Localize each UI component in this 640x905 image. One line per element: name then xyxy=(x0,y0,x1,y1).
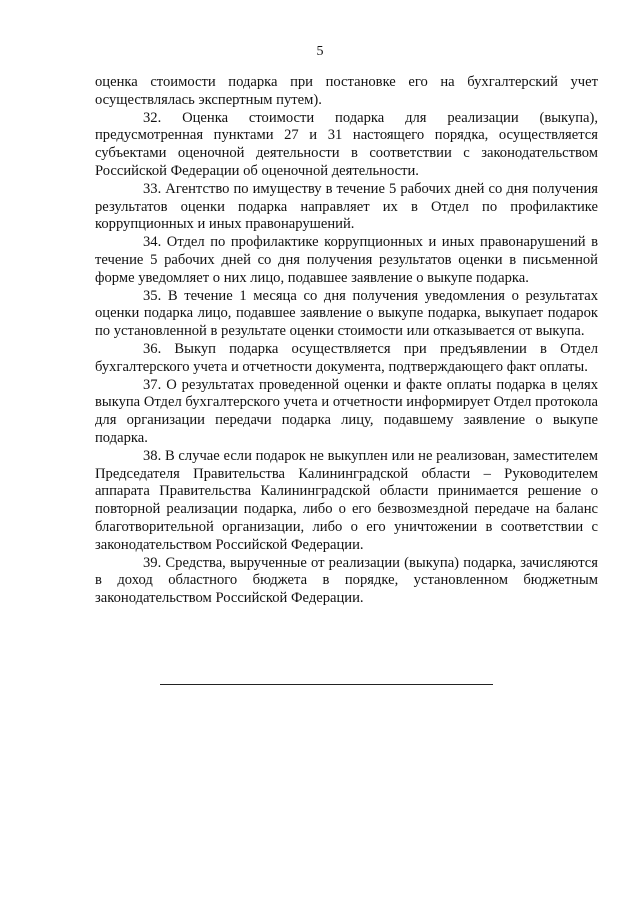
paragraph-39: 39. Средства, вырученные от реализации (выкупа) подарка, зачисляются в доход областного бюджета в порядке, установленном бюджетным законодательством Российской Федерации. xyxy=(95,554,598,607)
paragraph-32: 32. Оценка стоимости подарка для реализации (выкупа), предусмотренная пунктами 27 и 31 настоящего порядка, осуществляется субъектами оценочной деятельности в соответствии с законодательством Российской Федерации об оценочной деятельности. xyxy=(95,109,598,179)
document-body xyxy=(95,74,598,608)
paragraph-38: 38. В случае если подарок не выкуплен или не реализован, заместителем Председателя Правительства Калининградской области – Руководителем аппарата Правительства Калининградской области принимается решение о повторной реализации подарка, либо о его безвозмездной передаче на баланс благотворительной организации, либо о его уничтожении в соответствии с законодательством Российской Федерации. xyxy=(95,447,598,553)
page-number: 5 xyxy=(316,44,324,59)
paragraph-35: 35. В течение 1 месяца со дня получения уведомления о результатах оценки подарка лицо, подавшее заявление о выкупе подарка, выкупает подарок по установленной в результате оценки стоимости или отказывается от выкупа. xyxy=(95,287,598,340)
paragraph-36: 36. Выкуп подарка осуществляется при предъявлении в Отдел бухгалтерского учета и отчетности документа, подтверждающего факт оплаты. xyxy=(95,340,598,375)
end-of-text-rule xyxy=(160,684,493,685)
paragraph-33: 33. Агентство по имуществу в течение 5 рабочих дней со дня получения результатов оценки подарка направляет их в Отдел по профилактике коррупционных и иных правонарушений. xyxy=(95,180,598,233)
paragraph-37: 37. О результатах проведенной оценки и факте оплаты подарка в целях выкупа Отдел бухгалтерского учета и отчетности информирует Отдел протокола для организации передачи подарка лицу, подавшему заявление о выкупе подарка. xyxy=(95,376,598,446)
paragraph-continuation: оценка стоимости подарка при постановке его на бухгалтерский учет осуществлялась экспертным путем). xyxy=(95,74,598,108)
paragraph-34: 34. Отдел по профилактике коррупционных и иных правонарушений в течение 5 рабочих дней со дня получения результатов оценки в письменной форме уведомляет о них лицо, подавшее заявление о выкупе подарка. xyxy=(95,234,598,286)
